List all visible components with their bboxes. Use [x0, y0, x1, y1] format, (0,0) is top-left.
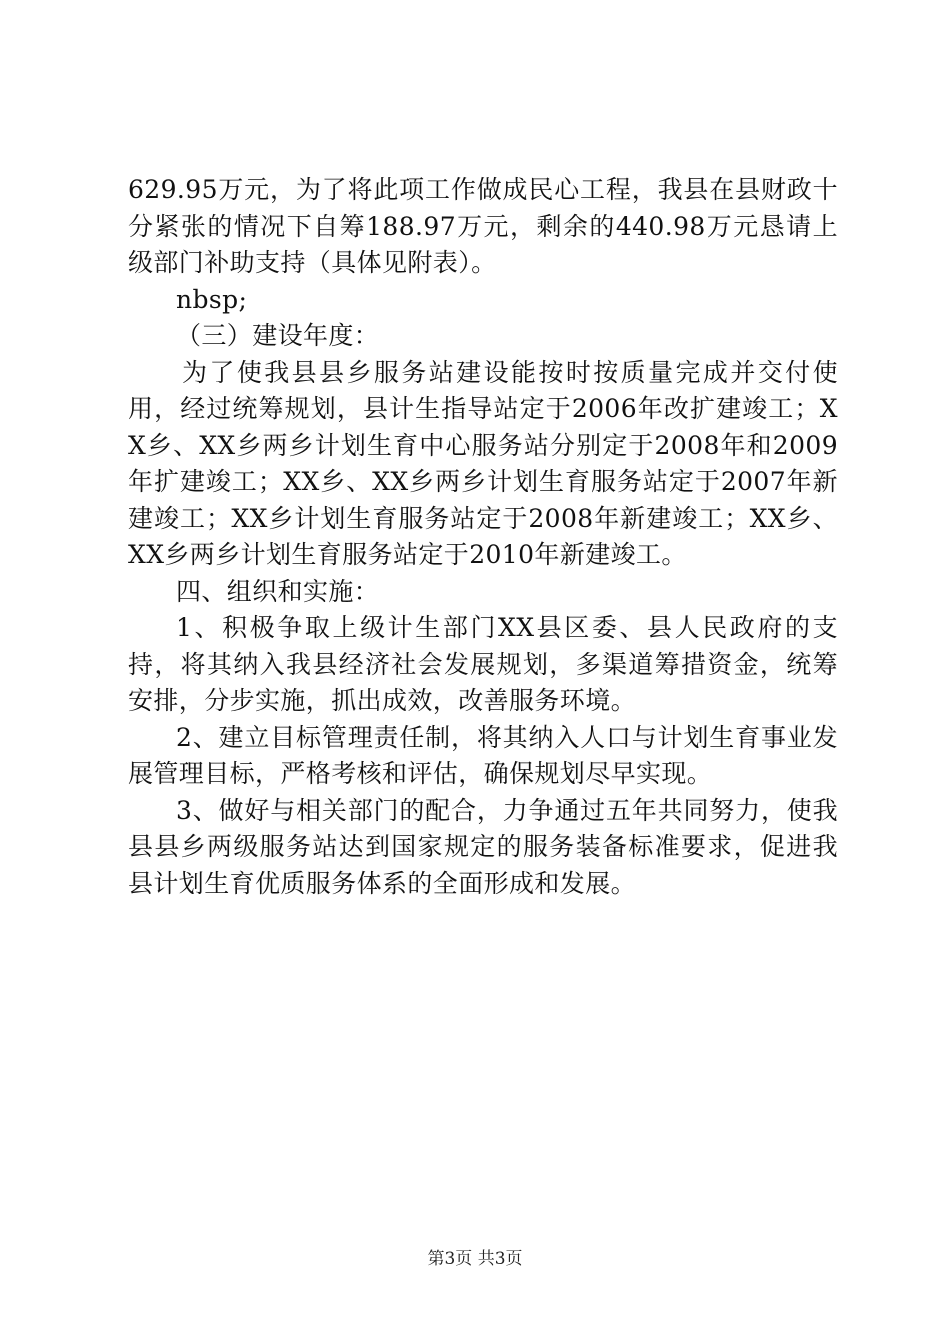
paragraph-item-1: 1、积极争取上级计生部门XX县区委、县人民政府的支持，将其纳入我县经济社会发展规划，多渠道筹措资金，统筹安排，分步实施，抓出成效，改善服务环境。	[128, 613, 838, 715]
paragraph-construction-schedule: 为了使我县县乡服务站建设能按时按质量完成并交付使用，经过统筹规划，县计生指导站定于2006年改扩建竣工；XX乡、XX乡两乡计划生育中心服务站分别定于2008年和2009年扩建竣工；XX乡、XX乡两乡计划生育服务站定于2007年新建竣工；XX乡计划生育服务站定于2008年新建竣工；XX乡、XX乡两乡计划生育服务站定于2010年新建竣工。	[128, 357, 838, 569]
paragraph-item-2: 2、建立目标管理责任制，将其纳入人口与计划生育事业发展管理目标，严格考核和评估，确保规划尽早实现。	[128, 722, 838, 788]
paragraph-nbsp: nbsp;	[176, 284, 248, 314]
heading-organization: 四、组织和实施：	[176, 576, 380, 606]
paragraph-funding: 629.95万元，为了将此项工作做成民心工程，我县在县财政十分紧张的情况下自筹188.97万元，剩余的440.98万元恳请上级部门补助支持（具体见附表）。	[128, 175, 838, 277]
heading-construction-year: （三）建设年度：	[176, 321, 380, 350]
page-footer: 第3页 共3页	[427, 1249, 523, 1269]
paragraph-item-3: 3、做好与相关部门的配合，力争通过五年共同努力，使我县县乡两级服务站达到国家规定的服务装备标准要求，促进我县计划生育优质服务体系的全面形成和发展。	[128, 795, 838, 898]
document-body	[128, 172, 838, 902]
